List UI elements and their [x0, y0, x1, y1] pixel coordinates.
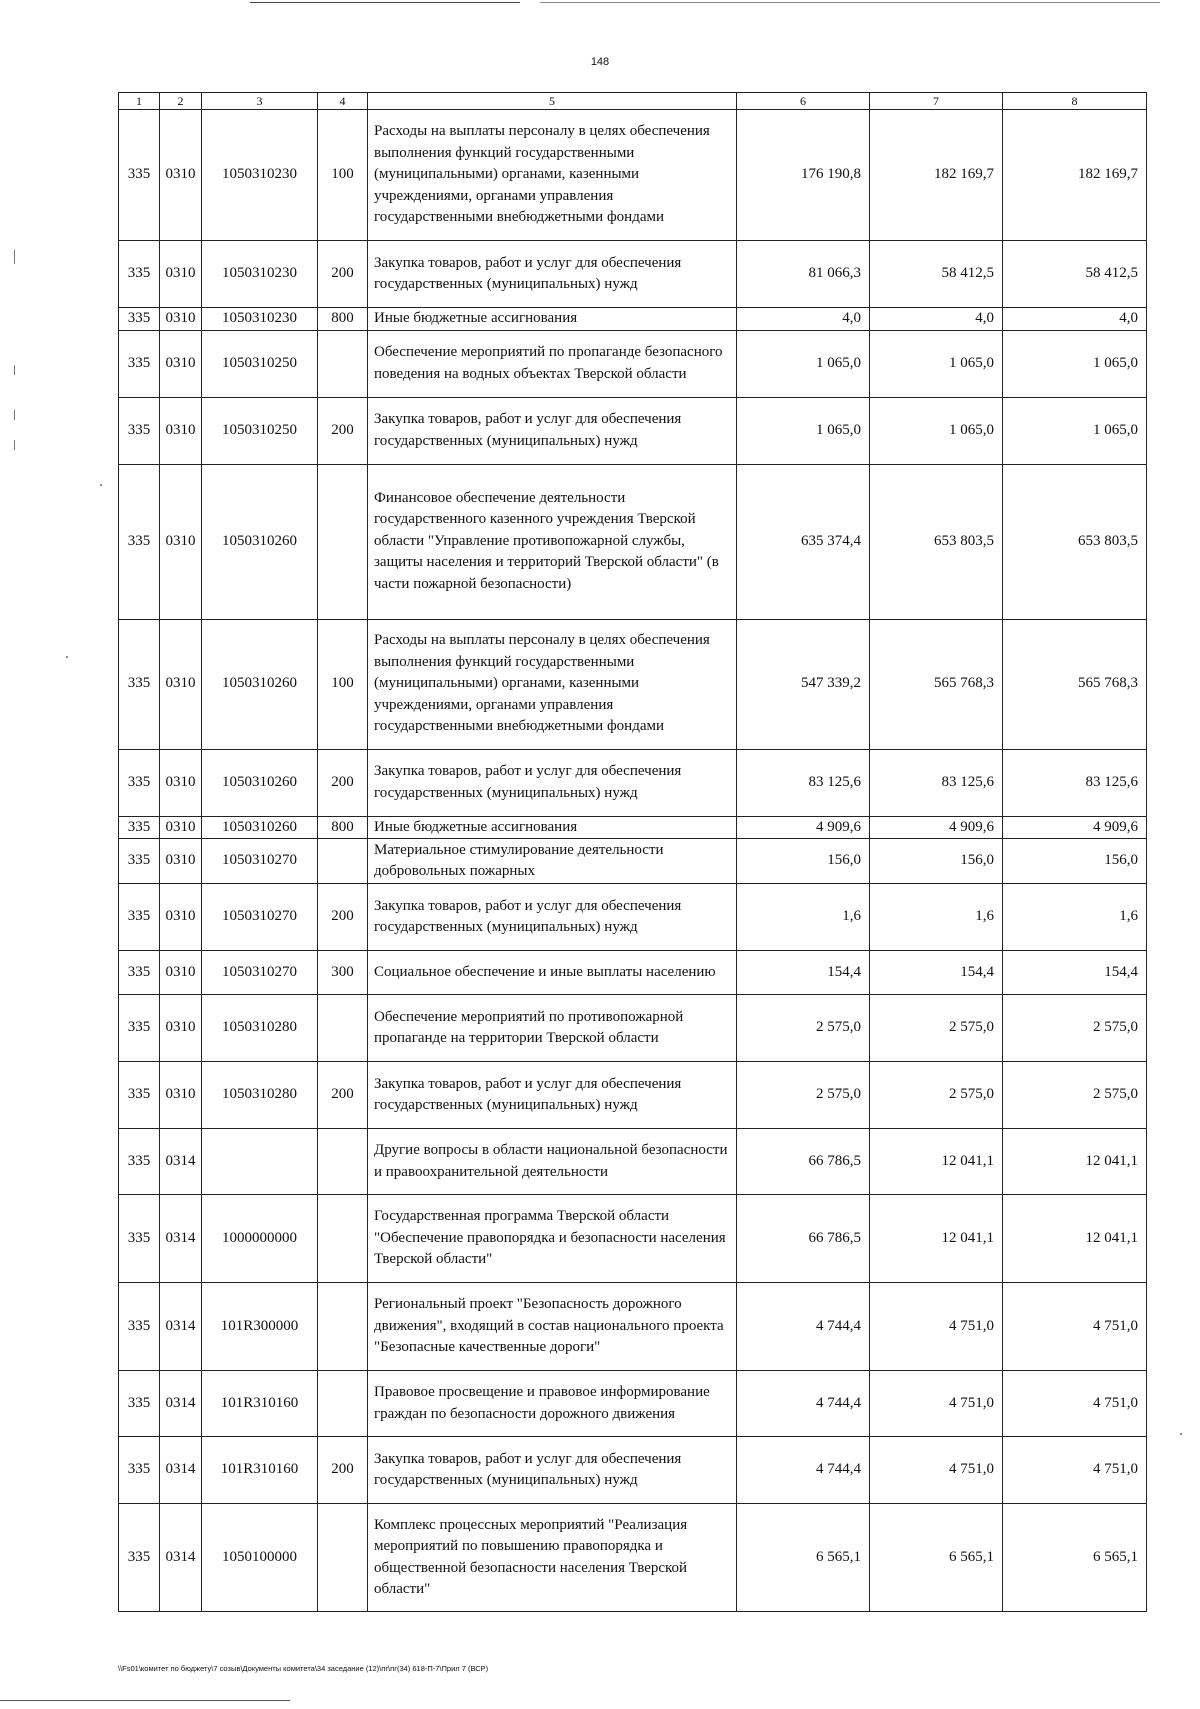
admin-code-cell: 335	[119, 1371, 160, 1437]
section-code-cell: 0310	[160, 1062, 202, 1129]
table-row	[119, 839, 1147, 884]
section-code-cell: 0310	[160, 397, 202, 464]
amount-year-3-cell: 156,0	[1003, 839, 1147, 884]
expense-type-cell: 200	[318, 397, 368, 464]
admin-code-cell: 335	[119, 110, 160, 241]
section-code-cell: 0310	[160, 241, 202, 308]
table-row	[119, 1437, 1147, 1504]
table-row	[119, 464, 1147, 619]
expense-name-cell: Закупка товаров, работ и услуг для обеспечения государственных (муниципальных) нужд	[368, 749, 737, 816]
amount-year-2-cell: 653 803,5	[870, 464, 1003, 619]
expense-name-cell: Другие вопросы в области национальной безопасности и правоохранительной деятельности	[368, 1129, 737, 1195]
scan-mark	[14, 440, 15, 450]
amount-year-3-cell: 4 909,6	[1003, 816, 1147, 839]
amount-year-3-cell: 1 065,0	[1003, 397, 1147, 464]
expense-type-cell: 200	[318, 1437, 368, 1504]
table-row	[119, 1504, 1147, 1612]
table-row	[119, 951, 1147, 995]
amount-year-1-cell: 1 065,0	[737, 397, 870, 464]
expense-name-cell: Закупка товаров, работ и услуг для обеспечения государственных (муниципальных) нужд	[368, 397, 737, 464]
section-code-cell: 0314	[160, 1195, 202, 1283]
bottom-rule	[0, 1700, 290, 1701]
expense-name-cell: Обеспечение мероприятий по противопожарной пропаганде на территории Тверской области	[368, 995, 737, 1062]
expense-type-cell	[318, 995, 368, 1062]
amount-year-3-cell: 2 575,0	[1003, 1062, 1147, 1129]
amount-year-3-cell: 653 803,5	[1003, 464, 1147, 619]
target-article-cell: 101R310160	[202, 1437, 318, 1504]
admin-code-cell: 335	[119, 995, 160, 1062]
expense-type-cell: 100	[318, 110, 368, 241]
section-code-cell: 0310	[160, 884, 202, 951]
section-code-cell: 0310	[160, 839, 202, 884]
expense-name-cell: Закупка товаров, работ и услуг для обеспечения государственных (муниципальных) нужд	[368, 884, 737, 951]
amount-year-3-cell: 2 575,0	[1003, 995, 1147, 1062]
admin-code-cell: 335	[119, 1283, 160, 1371]
amount-year-1-cell: 4 909,6	[737, 816, 870, 839]
admin-code-cell: 335	[119, 1062, 160, 1129]
table-row	[119, 1062, 1147, 1129]
target-article-cell: 1050310270	[202, 839, 318, 884]
expense-name-cell: Финансовое обеспечение деятельности государственного казенного учреждения Тверской области "Управление противопожарной службы, защиты населения и территорий Тверской области" (в части пожарной безопасности)	[368, 464, 737, 619]
section-code-cell: 0314	[160, 1283, 202, 1371]
amount-year-2-cell: 4 751,0	[870, 1371, 1003, 1437]
budget-table	[118, 92, 1147, 1612]
column-header: 1	[119, 93, 160, 110]
amount-year-1-cell: 2 575,0	[737, 995, 870, 1062]
amount-year-2-cell: 156,0	[870, 839, 1003, 884]
amount-year-3-cell: 4 751,0	[1003, 1371, 1147, 1437]
scan-speck	[66, 656, 68, 658]
amount-year-2-cell: 1 065,0	[870, 397, 1003, 464]
column-header: 4	[318, 93, 368, 110]
target-article-cell: 1050310270	[202, 951, 318, 995]
target-article-cell: 101R300000	[202, 1283, 318, 1371]
amount-year-1-cell: 547 339,2	[737, 619, 870, 749]
table-row	[119, 1195, 1147, 1283]
target-article-cell: 1050310230	[202, 308, 318, 331]
amount-year-2-cell: 12 041,1	[870, 1129, 1003, 1195]
target-article-cell: 1050100000	[202, 1504, 318, 1612]
admin-code-cell: 335	[119, 397, 160, 464]
amount-year-3-cell: 565 768,3	[1003, 619, 1147, 749]
admin-code-cell: 335	[119, 241, 160, 308]
expense-type-cell	[318, 464, 368, 619]
expense-name-cell: Региональный проект "Безопасность дорожного движения", входящий в состав национального проекта "Безопасные качественные дороги"	[368, 1283, 737, 1371]
amount-year-3-cell: 4 751,0	[1003, 1437, 1147, 1504]
table-row	[119, 241, 1147, 308]
expense-type-cell: 200	[318, 1062, 368, 1129]
column-header: 8	[1003, 93, 1147, 110]
amount-year-1-cell: 4 744,4	[737, 1283, 870, 1371]
table-row	[119, 1371, 1147, 1437]
amount-year-2-cell: 4 909,6	[870, 816, 1003, 839]
table-row	[119, 884, 1147, 951]
admin-code-cell: 335	[119, 619, 160, 749]
table-row	[119, 1129, 1147, 1195]
amount-year-1-cell: 635 374,4	[737, 464, 870, 619]
target-article-cell: 1050310280	[202, 1062, 318, 1129]
amount-year-1-cell: 66 786,5	[737, 1129, 870, 1195]
admin-code-cell: 335	[119, 816, 160, 839]
target-article-cell: 1050310250	[202, 330, 318, 397]
amount-year-3-cell: 4,0	[1003, 308, 1147, 331]
expense-name-cell: Расходы на выплаты персоналу в целях обеспечения выполнения функций государственными (муниципальными) органами, казенными учреждениями, органами управления государственными внебюджетными фондами	[368, 619, 737, 749]
amount-year-1-cell: 176 190,8	[737, 110, 870, 241]
target-article-cell: 1050310250	[202, 397, 318, 464]
expense-name-cell: Закупка товаров, работ и услуг для обеспечения государственных (муниципальных) нужд	[368, 1062, 737, 1129]
admin-code-cell: 335	[119, 951, 160, 995]
section-code-cell: 0314	[160, 1371, 202, 1437]
amount-year-3-cell: 4 751,0	[1003, 1283, 1147, 1371]
section-code-cell: 0314	[160, 1437, 202, 1504]
admin-code-cell: 335	[119, 1504, 160, 1612]
expense-type-cell	[318, 1195, 368, 1283]
section-code-cell: 0310	[160, 110, 202, 241]
target-article-cell: 1000000000	[202, 1195, 318, 1283]
target-article-cell: 101R310160	[202, 1371, 318, 1437]
expense-type-cell	[318, 1371, 368, 1437]
amount-year-1-cell: 156,0	[737, 839, 870, 884]
admin-code-cell: 335	[119, 1437, 160, 1504]
amount-year-1-cell: 6 565,1	[737, 1504, 870, 1612]
column-header: 2	[160, 93, 202, 110]
section-code-cell: 0310	[160, 816, 202, 839]
expense-type-cell: 200	[318, 884, 368, 951]
table-row	[119, 110, 1147, 241]
amount-year-2-cell: 182 169,7	[870, 110, 1003, 241]
expense-type-cell	[318, 839, 368, 884]
expense-name-cell: Обеспечение мероприятий по пропаганде безопасного поведения на водных объектах Тверской области	[368, 330, 737, 397]
amount-year-2-cell: 4,0	[870, 308, 1003, 331]
table-row	[119, 816, 1147, 839]
amount-year-1-cell: 2 575,0	[737, 1062, 870, 1129]
admin-code-cell: 335	[119, 1129, 160, 1195]
admin-code-cell: 335	[119, 839, 160, 884]
scan-mark	[14, 250, 15, 264]
expense-name-cell: Иные бюджетные ассигнования	[368, 308, 737, 331]
amount-year-3-cell: 182 169,7	[1003, 110, 1147, 241]
expense-type-cell	[318, 1283, 368, 1371]
section-code-cell: 0310	[160, 619, 202, 749]
section-code-cell: 0310	[160, 330, 202, 397]
expense-name-cell: Правовое просвещение и правовое информирование граждан по безопасности дорожного движения	[368, 1371, 737, 1437]
amount-year-2-cell: 154,4	[870, 951, 1003, 995]
amount-year-3-cell: 6 565,1	[1003, 1504, 1147, 1612]
target-article-cell	[202, 1129, 318, 1195]
admin-code-cell: 335	[119, 1195, 160, 1283]
amount-year-2-cell: 2 575,0	[870, 1062, 1003, 1129]
expense-name-cell: Социальное обеспечение и иные выплаты населению	[368, 951, 737, 995]
expense-type-cell: 800	[318, 816, 368, 839]
expense-name-cell: Материальное стимулирование деятельности добровольных пожарных	[368, 839, 737, 884]
top-rule	[250, 2, 520, 3]
amount-year-1-cell: 154,4	[737, 951, 870, 995]
section-code-cell: 0310	[160, 308, 202, 331]
expense-type-cell	[318, 330, 368, 397]
table-row	[119, 1283, 1147, 1371]
amount-year-3-cell: 12 041,1	[1003, 1195, 1147, 1283]
amount-year-2-cell: 12 041,1	[870, 1195, 1003, 1283]
amount-year-3-cell: 12 041,1	[1003, 1129, 1147, 1195]
expense-name-cell: Закупка товаров, работ и услуг для обеспечения государственных (муниципальных) нужд	[368, 241, 737, 308]
target-article-cell: 1050310260	[202, 816, 318, 839]
scan-mark	[14, 365, 15, 375]
amount-year-2-cell: 58 412,5	[870, 241, 1003, 308]
expense-name-cell: Расходы на выплаты персоналу в целях обеспечения выполнения функций государственными (муниципальными) органами, казенными учреждениями, органами управления государственными внебюджетными фондами	[368, 110, 737, 241]
column-header: 7	[870, 93, 1003, 110]
section-code-cell: 0314	[160, 1504, 202, 1612]
expense-type-cell: 200	[318, 749, 368, 816]
amount-year-2-cell: 6 565,1	[870, 1504, 1003, 1612]
amount-year-2-cell: 83 125,6	[870, 749, 1003, 816]
amount-year-1-cell: 4 744,4	[737, 1437, 870, 1504]
page-number: 148	[590, 56, 610, 68]
table-row	[119, 330, 1147, 397]
target-article-cell: 1050310270	[202, 884, 318, 951]
section-code-cell: 0310	[160, 995, 202, 1062]
amount-year-1-cell: 1,6	[737, 884, 870, 951]
amount-year-1-cell: 4 744,4	[737, 1371, 870, 1437]
amount-year-1-cell: 66 786,5	[737, 1195, 870, 1283]
column-header: 6	[737, 93, 870, 110]
amount-year-2-cell: 4 751,0	[870, 1437, 1003, 1504]
table-row	[119, 308, 1147, 331]
section-code-cell: 0314	[160, 1129, 202, 1195]
expense-type-cell	[318, 1504, 368, 1612]
table-row	[119, 619, 1147, 749]
top-rule-2	[540, 2, 1160, 3]
amount-year-3-cell: 83 125,6	[1003, 749, 1147, 816]
amount-year-2-cell: 1 065,0	[870, 330, 1003, 397]
section-code-cell: 0310	[160, 749, 202, 816]
scan-speck	[1180, 1433, 1182, 1435]
expense-type-cell: 300	[318, 951, 368, 995]
table-body	[119, 110, 1147, 1612]
amount-year-1-cell: 1 065,0	[737, 330, 870, 397]
expense-name-cell: Комплекс процессных мероприятий "Реализация мероприятий по повышению правопорядка и общественной безопасности населения Тверской области"	[368, 1504, 737, 1612]
amount-year-3-cell: 154,4	[1003, 951, 1147, 995]
table-row	[119, 397, 1147, 464]
expense-type-cell: 800	[318, 308, 368, 331]
amount-year-2-cell: 1,6	[870, 884, 1003, 951]
table-row	[119, 995, 1147, 1062]
expense-name-cell: Государственная программа Тверской области "Обеспечение правопорядка и безопасности населения Тверской области"	[368, 1195, 737, 1283]
section-code-cell: 0310	[160, 464, 202, 619]
footer-file-path: \\Fs01\комитет по бюджету\7 созыв\Документы комитета\34 заседание (12)\пг\пг(34) 618-П-7\Прил 7 (ВСР)	[118, 1664, 489, 1673]
amount-year-3-cell: 58 412,5	[1003, 241, 1147, 308]
target-article-cell: 1050310260	[202, 464, 318, 619]
target-article-cell: 1050310260	[202, 619, 318, 749]
admin-code-cell: 335	[119, 749, 160, 816]
amount-year-2-cell: 4 751,0	[870, 1283, 1003, 1371]
admin-code-cell: 335	[119, 330, 160, 397]
admin-code-cell: 335	[119, 884, 160, 951]
expense-type-cell: 200	[318, 241, 368, 308]
target-article-cell: 1050310230	[202, 110, 318, 241]
admin-code-cell: 335	[119, 464, 160, 619]
amount-year-1-cell: 4,0	[737, 308, 870, 331]
amount-year-1-cell: 83 125,6	[737, 749, 870, 816]
expense-name-cell: Иные бюджетные ассигнования	[368, 816, 737, 839]
amount-year-3-cell: 1,6	[1003, 884, 1147, 951]
column-number-row	[119, 93, 1147, 110]
scan-mark	[14, 410, 15, 420]
column-header: 5	[368, 93, 737, 110]
target-article-cell: 1050310260	[202, 749, 318, 816]
table-row	[119, 749, 1147, 816]
amount-year-2-cell: 2 575,0	[870, 995, 1003, 1062]
expense-name-cell: Закупка товаров, работ и услуг для обеспечения государственных (муниципальных) нужд	[368, 1437, 737, 1504]
amount-year-3-cell: 1 065,0	[1003, 330, 1147, 397]
target-article-cell: 1050310230	[202, 241, 318, 308]
amount-year-2-cell: 565 768,3	[870, 619, 1003, 749]
column-header: 3	[202, 93, 318, 110]
scan-speck	[100, 484, 102, 486]
target-article-cell: 1050310280	[202, 995, 318, 1062]
expense-type-cell	[318, 1129, 368, 1195]
expense-type-cell: 100	[318, 619, 368, 749]
amount-year-1-cell: 81 066,3	[737, 241, 870, 308]
admin-code-cell: 335	[119, 308, 160, 331]
section-code-cell: 0310	[160, 951, 202, 995]
